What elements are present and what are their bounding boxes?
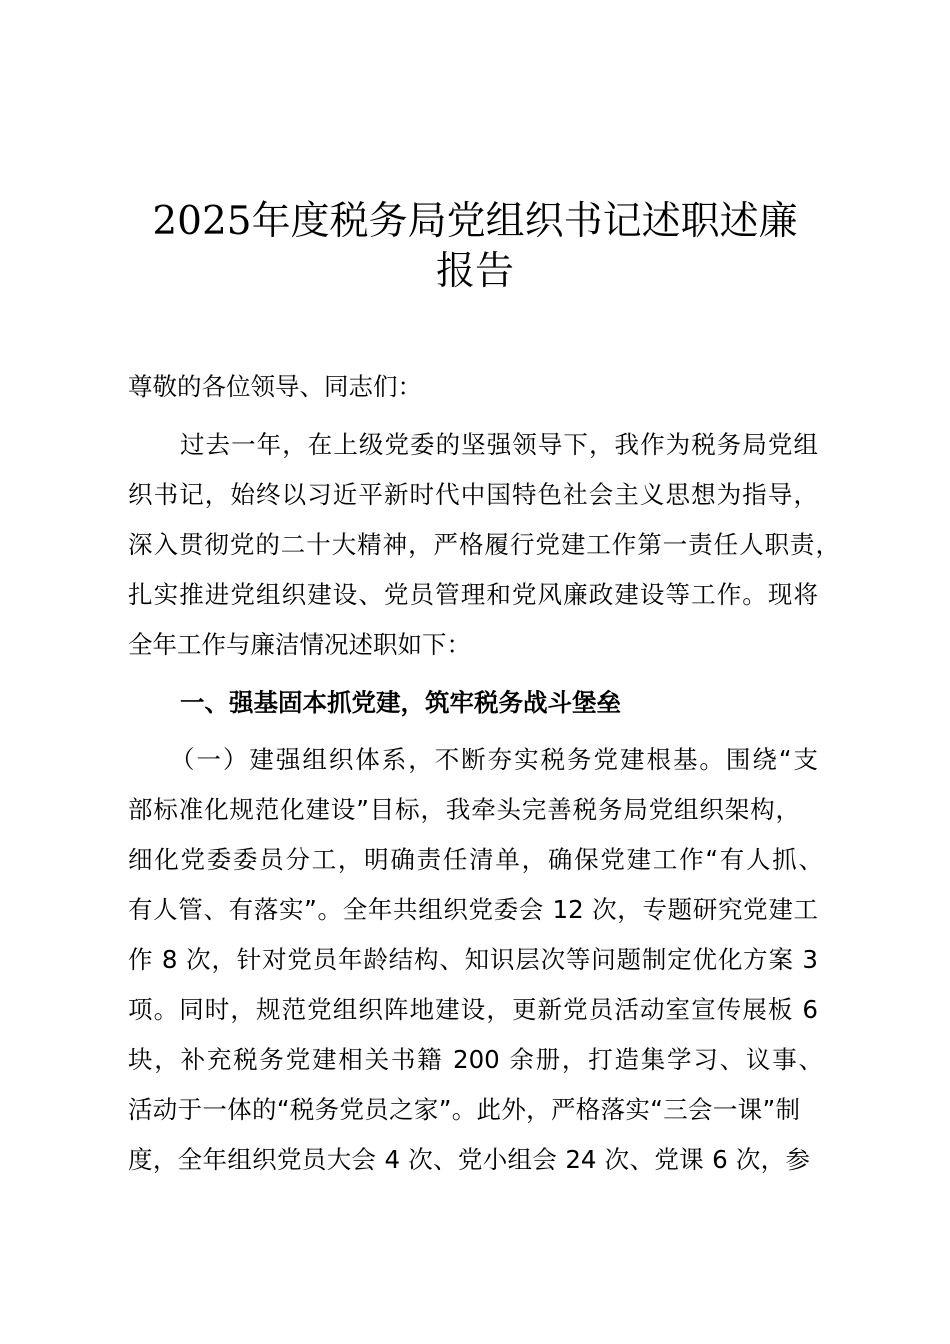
intro-line: 深入贯彻党的二十大精神，严格履行党建工作第一责任人职责，	[128, 530, 840, 559]
section-line: 度，全年组织党员大会 4 次、党小组会 24 次、党课 6 次，参	[128, 1145, 810, 1174]
section-line: 项。同时，规范党组织阵地建设，更新党员活动室宣传展板 6	[128, 995, 818, 1024]
section-heading: 一、强基固本抓党建，筑牢税务战斗堡垒	[180, 688, 621, 717]
salutation: 尊敬的各位领导、同志们：	[128, 372, 422, 401]
intro-line: 扎实推进党组织建设、党员管理和党风廉政建设等工作。现将	[128, 580, 818, 609]
document-title-line-2: 报告	[435, 249, 514, 294]
section-line: 活动于一体的“税务党员之家”。此外，严格落实“三会一课”制	[128, 1095, 800, 1124]
section-line: 块，补充税务党建相关书籍 200 余册，打造集学习、议事、	[128, 1045, 823, 1074]
section-line: （一）建强组织体系，不断夯实税务党建根基。围绕“支	[170, 745, 818, 774]
section-line: 有人管、有落实”。全年共组织党委会 12 次，专题研究党建工	[128, 895, 818, 924]
intro-line: 过去一年，在上级党委的坚强领导下，我作为税务局党组	[180, 430, 818, 459]
intro-line: 全年工作与廉洁情况述职如下：	[128, 630, 471, 659]
intro-line: 织书记，始终以习近平新时代中国特色社会主义思想为指导，	[128, 480, 818, 509]
section-line: 细化党委委员分工，明确责任清单，确保党建工作“有人抓、	[128, 845, 823, 874]
section-line: 作 8 次，针对党员年龄结构、知识层次等问题制定优化方案 3	[128, 945, 818, 974]
section-line: 部标准化规范化建设”目标，我牵头完善税务局党组织架构，	[128, 795, 800, 824]
document-title-line-1: 2025年度税务局党组织书记述职述廉	[152, 199, 798, 244]
